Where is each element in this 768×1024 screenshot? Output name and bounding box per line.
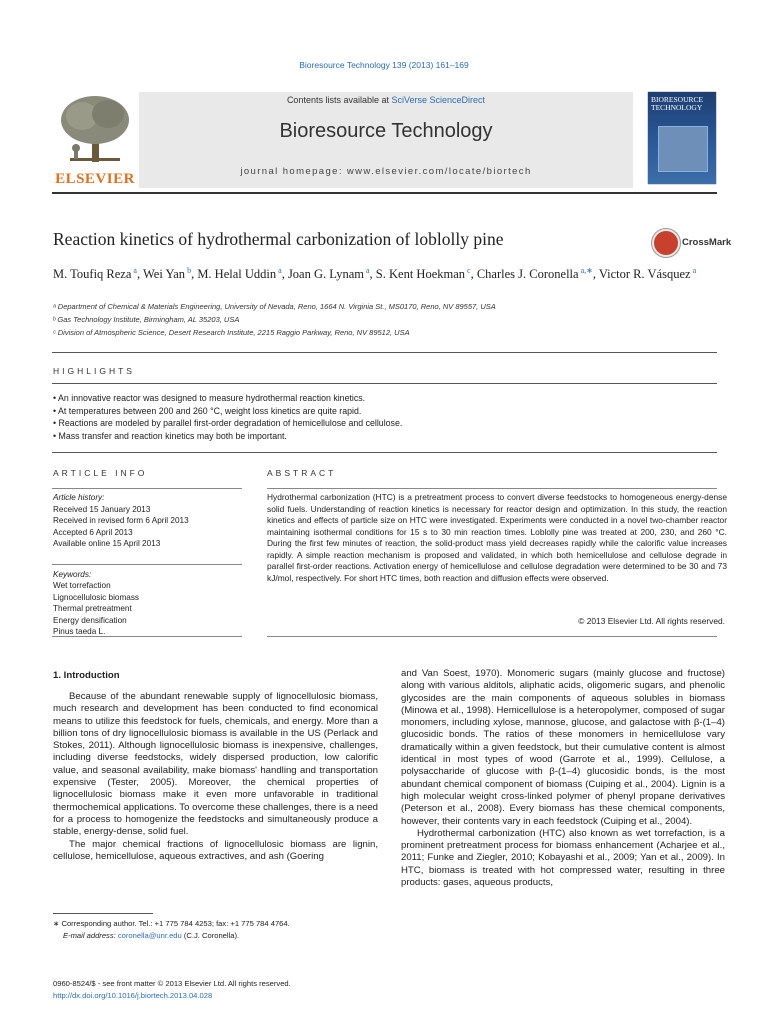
highlight-item: • An innovative reactor was designed to measure hydrothermal reaction kinetics. — [53, 393, 366, 403]
history-accepted: Accepted 6 April 2013 — [53, 527, 133, 537]
body-column-right — [401, 668, 725, 889]
history-received: Received 15 January 2013 — [53, 504, 151, 514]
keywords-label: Keywords: — [53, 569, 92, 579]
journal-title: Bioresource Technology — [279, 120, 493, 142]
highlight-item: • Mass transfer and reaction kinetics may both be important. — [53, 430, 287, 441]
keyword: Pinus taeda L. — [53, 627, 106, 636]
abstract-bottom-rule — [267, 636, 717, 637]
intro-heading: 1. Introduction — [53, 670, 120, 681]
body-column-left — [53, 691, 378, 863]
issn-block — [53, 978, 453, 1002]
email-link[interactable]: coronella@unr.edu — [117, 931, 182, 940]
author-name: Wei Yan — [143, 267, 186, 282]
affiliation-c: ᶜ Division of Atmospheric Science, Desert Research Institute, 2215 Raggio Parkway, Reno, NV 89512, USA — [53, 328, 410, 337]
email-suffix: (C.J. Coronella). — [181, 931, 240, 940]
highlight-item: • At temperatures between 200 and 260 °C, weight loss kinetics are quite rapid. — [53, 405, 362, 416]
abstract-copyright: © 2013 Elsevier Ltd. All rights reserved. — [578, 616, 725, 626]
author-list: M. Toufiq Reza $^a$, Wei Yan $^b$, M. Helal Uddin $^a$, Joan G. Lynam $^a$, S. Kent Hoekman $^c$, Charles J. Coronella $^{a,∗}$, Victor R. Vásquez $^a$ — [53, 266, 697, 282]
article-info-heading: ARTICLE INFO — [53, 468, 148, 478]
sciencedirect-link[interactable]: SciVerse ScienceDirect — [391, 95, 486, 105]
info-divider — [52, 564, 242, 565]
author-name: Charles J. Coronella — [476, 267, 579, 282]
author-name: Victor R. Vásquez — [598, 267, 691, 282]
crossmark-icon — [652, 229, 680, 257]
author-name: M. Toufiq Reza — [53, 267, 132, 282]
history-revised: Received in revised form 6 April 2013 — [53, 516, 189, 525]
abstract-text: Hydrothermal carbonization (HTC) is a pretreatment process to convert diverse feedstocks to homogeneous energy-dense solid fuels. Understanding of reaction kinetics is necessary for reactor design and optimization. In this study, the reaction kinetics and effects of particle size on HTC were investigated. Experiments were conducted in a novel two-chamber reactor maintaining isothermal conditions for 15 s to 30 min reaction times. Loblolly pine was treated at 200, 230, and 260 °C. During the first few minutes of reaction, the solid-product mass yield decreases rapidly while the calorific value increases rapidly. A simple reaction mechanism is proposed and validated, in which both hemicellulose and cellulose degrade in parallel first-order reactions. Activation energy of hemicellulose and cellulose degradation were determined to be 30 and 73 kJ/mol, respectively. For short HTC times, both reaction and diffusion effects were observed. — [267, 492, 727, 583]
abstract-rule — [267, 488, 717, 489]
cover-illustration — [658, 126, 708, 172]
author-affiliation-mark[interactable]: a — [690, 266, 697, 275]
homepage-link[interactable]: www.elsevier.com/locate/biortech — [346, 166, 532, 177]
article-info-rule — [52, 488, 242, 489]
intro-paragraph: The major chemical fractions of lignocellulosic biomass are lignin, cellulose, hemicellulose, aqueous extractives, and ash (Goering — [53, 838, 378, 862]
intro-paragraph: Hydrothermal carbonization (HTC) also known as wet torrefaction, is a prominent pretreatment process for biomass enhancement (Acharjee et al., 2011; Funke and Ziegler, 2010; Kobayashi et al., 2009; Yan et al., 2009). In HTC, biomass is treated with hot compressed water, resulting in three products: gases, aqueous products, — [401, 827, 725, 889]
abstract-heading: ABSTRACT — [267, 468, 337, 478]
author[interactable] — [477, 267, 593, 281]
affiliation-a: ᵃ Department of Chemical & Materials Engineering, University of Nevada, Reno, 1664 N. Virginia St., MS0170, Reno, NV 89557, USA — [53, 302, 496, 311]
history-label: Article history: — [53, 493, 105, 502]
cover-title: BIORESOURCE TECHNOLOGY — [651, 95, 704, 112]
corresponding-author: ∗ Corresponding author. Tel.: +1 775 784 4253; fax: +1 775 784 4764. — [53, 919, 290, 928]
author[interactable] — [288, 267, 370, 281]
author[interactable] — [599, 267, 696, 281]
author-affiliation-mark[interactable]: a — [131, 266, 137, 275]
author-affiliation-mark[interactable]: c — [465, 266, 471, 275]
doi-link[interactable]: http://dx.doi.org/10.1016/j.biortech.2013.04.028 — [53, 991, 213, 1000]
author-name: S. Kent Hoekman — [375, 267, 466, 282]
author[interactable] — [376, 267, 471, 281]
highlights-heading: HIGHLIGHTS — [53, 366, 135, 376]
contents-prefix: Contents lists available at — [286, 95, 392, 105]
intro-paragraph: Because of the abundant renewable supply of lignocellulosic biomass, much research and development has been conducted to find economical means to utilize this feedstock for fuels, chemicals, and energy. More than a billion tons of dry lignocellulosic biomass is available in the US (Perlack and Stokes, 2011). Although lignocellulosic biomass is inexpensive, challenges, including diverse feedstocks, widely dispersed production, low calorific value, and seasonal availability, make biomass' handling and transportation expensive (Tester, 2005). Moreover, the chemical properties of lignocellulosic biomass make it even more unfavorable in traditional thermochemical applications. To overcome these challenges, there is a need for a process to homogenize the feedstocks and simultaneously produce a stable, energy-dense, solid fuel. — [53, 691, 378, 838]
author-name: M. Helal Uddin — [197, 267, 277, 282]
article-title: Reaction kinetics of hydrothermal carbonization of loblolly pine — [53, 229, 504, 249]
issn-line: 0960-8524/$ - see front matter © 2013 Elsevier Ltd. All rights reserved. — [53, 979, 291, 988]
keyword: Lignocellulosic biomass — [53, 592, 140, 602]
journal-masthead — [139, 92, 633, 188]
keyword: Thermal pretreatment — [53, 604, 132, 613]
elsevier-tree-icon — [52, 92, 138, 166]
intro-paragraph: and Van Soest, 1970). Monomeric sugars (mainly glucose and fructose) along with various alditols, aliphatic acids, oligomeric sugars, and phenolic glycosides are the main components of aqueous solubles in biomass (Minowa et al., 1998). Hemicellulose is a heteropolymer, composed of sugar monomers, including xylose, mannose, glucose, and galactose with β-(1–4) glucosidic bonds. The ratios of these monomers in hemicellulose vary dramatically within a given feedstock, but their cumulative content is almost identical in most types of wood (Garrote et al., 1999). Cellulose, a polysaccharide of glucose with β-(1–4) glucosidic bonds, is the most abundant chemical component of biomass (Cuiping et al., 2004). Lignin is a high molecular weight cross-linked polymer of phenyl propane derivatives (Peterson et al., 2008). Every biomass has these chemical components, however, their contents vary in each feedstock (Cuiping et al., 2004). — [401, 668, 725, 827]
info-bottom-rule — [52, 636, 242, 637]
email-label: E-mail address: — [63, 931, 118, 940]
homepage-prefix: journal homepage: — [240, 166, 347, 177]
highlight-item: • Reactions are modeled by parallel first-order degradation of hemicellulose and cellulose. — [53, 418, 403, 428]
author-name: Joan G. Lynam — [287, 267, 364, 282]
author[interactable] — [53, 267, 137, 281]
author[interactable] — [197, 267, 281, 281]
author-affiliation-mark[interactable]: b — [185, 266, 192, 275]
crossmark-label: CrossMark — [682, 237, 732, 248]
journal-cover-image — [648, 92, 716, 184]
footnote-rule — [53, 913, 153, 914]
contents-availability — [139, 95, 633, 105]
highlights-bottom-rule — [52, 452, 717, 453]
crossmark-badge[interactable] — [652, 229, 732, 257]
highlights-top-rule — [52, 352, 717, 353]
author[interactable] — [143, 267, 191, 281]
author-affiliation-mark[interactable]: a — [276, 266, 282, 275]
keyword: Energy densification — [53, 615, 127, 625]
keyword: Wet torrefaction — [53, 581, 111, 590]
publisher-name: ELSEVIER — [55, 171, 135, 187]
corresponding-author-footnote — [53, 918, 378, 942]
affiliation-b: ᵇ Gas Technology Institute, Birmingham, AL 35203, USA — [53, 315, 240, 324]
author-affiliation-mark[interactable]: a — [363, 266, 370, 275]
author-affiliation-mark[interactable]: a,∗ — [578, 266, 593, 275]
history-online: Available online 15 April 2013 — [53, 539, 161, 548]
highlights-heading-rule — [52, 383, 717, 384]
journal-citation[interactable]: Bioresource Technology 139 (2013) 161–169 — [299, 60, 469, 70]
journal-homepage — [139, 166, 633, 177]
header-rule — [52, 192, 717, 194]
email-line — [53, 930, 378, 942]
highlights-list — [53, 392, 713, 442]
elsevier-logo — [52, 92, 138, 188]
affiliations — [53, 300, 723, 339]
